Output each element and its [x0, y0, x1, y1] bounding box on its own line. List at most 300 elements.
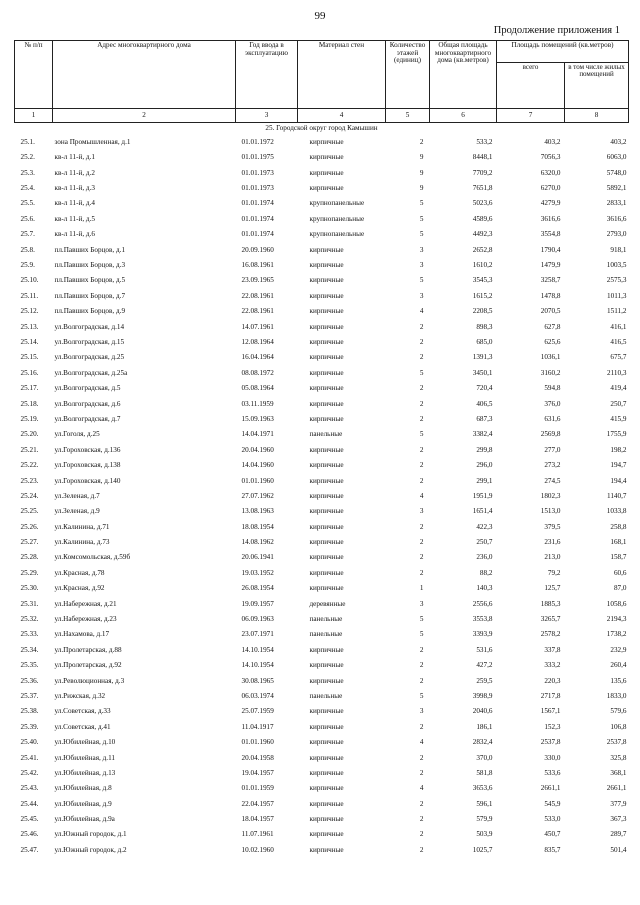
cell-area-all: 379,5 — [544, 522, 561, 531]
table-row — [15, 150, 629, 165]
cell-material: деревянные — [309, 599, 346, 608]
table-row — [15, 797, 629, 812]
cell-year: 14.04.1971 — [241, 430, 274, 439]
cell-total-area: 7709,2 — [472, 168, 493, 177]
cell-area-all: 1885,3 — [540, 599, 561, 608]
cell-material: крупнопанельные — [309, 230, 365, 239]
cell-total-area: 296,0 — [476, 461, 493, 470]
cell-address: кв-л 11-й, д.1 — [54, 153, 95, 162]
cell-year: 20.06.1941 — [241, 553, 274, 562]
cell-address: ул.Нахамова, д.17 — [54, 630, 110, 639]
table-row — [15, 581, 629, 596]
cell-floors: 4 — [419, 491, 424, 500]
cell-floors: 2 — [419, 353, 424, 362]
cell-num: 25.42. — [20, 768, 39, 777]
cell-num: 25.23. — [20, 476, 39, 485]
cell-num: 25.10. — [20, 276, 39, 285]
cell-year: 19.03.1952 — [241, 568, 274, 577]
cell-year: 01.01.1959 — [241, 784, 274, 793]
cell-area-residential: 3616,6 — [606, 214, 627, 223]
cell-floors: 2 — [419, 322, 424, 331]
table-row — [15, 674, 629, 689]
cell-area-all: 1790,4 — [540, 245, 561, 254]
cell-area-residential: 6063,0 — [606, 153, 627, 162]
cell-total-area: 3382,4 — [472, 430, 493, 439]
cell-total-area: 531,6 — [476, 645, 493, 654]
cell-num: 25.14. — [20, 337, 39, 346]
cell-area-residential: 1511,2 — [607, 307, 627, 316]
cell-floors: 2 — [419, 768, 424, 777]
cell-floors: 2 — [419, 799, 424, 808]
cell-address: пл.Павших Борцов, д.5 — [54, 276, 126, 285]
cell-floors: 9 — [419, 153, 424, 162]
cell-material: кирпичные — [309, 815, 344, 824]
cell-material: кирпичные — [309, 153, 344, 162]
cell-area-all: 3160,2 — [540, 368, 561, 377]
cell-num: 25.2. — [20, 153, 35, 162]
cell-material: кирпичные — [309, 507, 344, 516]
cell-area-residential: 2833,1 — [606, 199, 627, 208]
cell-material: кирпичные — [309, 830, 344, 839]
col-number: 8 — [565, 109, 629, 123]
cell-area-residential: 368,1 — [610, 768, 627, 777]
cell-area-residential: 289,7 — [610, 830, 627, 839]
cell-year: 16.04.1964 — [241, 353, 274, 362]
cell-floors: 2 — [419, 753, 424, 762]
cell-address: ул.Калинина, д.73 — [54, 538, 110, 547]
table-row — [15, 535, 629, 550]
cell-num: 25.34. — [20, 645, 39, 654]
cell-num: 25.8. — [20, 245, 35, 254]
cell-area-all: 1802,3 — [540, 491, 561, 500]
continuation-label: Продолжение приложения 1 — [493, 25, 620, 36]
cell-address: кв-л 11-й, д.3 — [54, 184, 95, 193]
table-row — [15, 412, 629, 427]
cell-area-residential: 194,7 — [610, 461, 627, 470]
table-row — [15, 274, 629, 289]
cell-floors: 2 — [419, 645, 424, 654]
cell-floors: 5 — [419, 368, 424, 377]
cell-total-area: 370,0 — [476, 753, 493, 762]
cell-num: 25.9. — [20, 261, 35, 270]
cell-floors: 3 — [419, 245, 424, 254]
cell-area-all: 337,8 — [544, 645, 561, 654]
cell-area-all: 79,2 — [547, 568, 561, 577]
cell-area-residential: 579,6 — [610, 707, 627, 716]
cell-area-residential: 2194,3 — [606, 615, 627, 624]
cell-year: 01.01.1973 — [241, 168, 274, 177]
cell-year: 18.04.1957 — [241, 815, 274, 824]
cell-area-all: 631,6 — [544, 414, 561, 423]
cell-num: 25.17. — [20, 384, 39, 393]
cell-address: ул.Южный городок, д.2 — [54, 845, 127, 854]
cell-total-area: 140,3 — [476, 584, 493, 593]
cell-material: кирпичные — [309, 261, 344, 270]
cell-total-area: 236,0 — [476, 553, 493, 562]
cell-area-residential: 367,3 — [610, 815, 627, 824]
cell-area-residential: 1140,7 — [607, 491, 627, 500]
cell-address: ул.Зеленая, д.9 — [54, 507, 100, 516]
cell-num: 25.16. — [20, 368, 39, 377]
cell-year: 01.01.1973 — [241, 184, 274, 193]
cell-address: пл.Павших Борцов, д.7 — [54, 291, 126, 300]
table-row — [15, 751, 629, 766]
cell-num: 25.3. — [20, 168, 35, 177]
cell-area-all: 220,3 — [544, 676, 561, 685]
cell-area-residential: 2575,3 — [606, 276, 627, 285]
table-row — [15, 427, 629, 442]
cell-address: ул.Рижская, д.32 — [54, 691, 106, 700]
cell-area-all: 2569,8 — [540, 430, 561, 439]
cell-num: 25.24. — [20, 491, 39, 500]
cell-material: кирпичные — [309, 337, 344, 346]
header-all: всего — [497, 63, 565, 109]
cell-address: ул.Калинина, д.71 — [54, 522, 110, 531]
cell-area-all: 3258,7 — [540, 276, 561, 285]
cell-area-all: 3265,7 — [540, 615, 561, 624]
cell-year: 14.04.1960 — [241, 461, 274, 470]
cell-total-area: 427,2 — [476, 661, 493, 670]
header-address: Адрес многоквартирного дома — [53, 41, 236, 109]
cell-address: ул.Пролетарская, д.88 — [54, 645, 122, 654]
cell-num: 25.30. — [20, 584, 39, 593]
cell-total-area: 259,5 — [476, 676, 493, 685]
cell-address: кв-л 11-й, д.4 — [54, 199, 95, 208]
cell-address: ул.Гоголя, д.25 — [54, 430, 100, 439]
cell-floors: 5 — [419, 230, 424, 239]
cell-area-residential: 1003,5 — [606, 261, 627, 270]
cell-address: ул.Гороховская, д.140 — [54, 476, 121, 485]
cell-floors: 2 — [419, 568, 424, 577]
cell-year: 01.01.1974 — [241, 214, 274, 223]
cell-address: ул.Юбилейная, д.9а — [54, 815, 115, 824]
cell-floors: 2 — [419, 337, 424, 346]
cell-area-all: 1513,0 — [540, 507, 561, 516]
cell-address: ул.Южный городок, д.1 — [54, 830, 127, 839]
cell-num: 25.5. — [20, 199, 35, 208]
table-row — [15, 658, 629, 673]
cell-address: ул.Юбилейная, д.9 — [54, 799, 112, 808]
cell-year: 01.01.1972 — [241, 137, 274, 146]
cell-year: 26.08.1954 — [241, 584, 274, 593]
cell-year: 06.03.1974 — [241, 691, 274, 700]
cell-year: 15.09.1963 — [241, 414, 274, 423]
cell-material: кирпичные — [309, 414, 344, 423]
cell-area-residential: 5892,1 — [606, 184, 627, 193]
cell-address: ул.Набережная, д.23 — [54, 615, 117, 624]
cell-year: 25.07.1959 — [241, 707, 274, 716]
cell-material: кирпичные — [309, 784, 344, 793]
cell-total-area: 3545,3 — [472, 276, 493, 285]
cell-total-area: 3998,9 — [472, 691, 493, 700]
cell-address: ул.Набережная, д.21 — [54, 599, 117, 608]
table-row — [15, 643, 629, 658]
cell-num: 25.27. — [20, 538, 39, 547]
cell-num: 25.31. — [20, 599, 39, 608]
cell-num: 25.45. — [20, 815, 39, 824]
header-num: № п/п — [15, 41, 53, 109]
cell-year: 11.04.1917 — [241, 722, 274, 731]
cell-area-all: 2070,5 — [540, 307, 561, 316]
cell-num: 25.19. — [20, 414, 39, 423]
table-row — [15, 335, 629, 350]
cell-total-area: 503,9 — [476, 830, 493, 839]
cell-area-all: 273,2 — [544, 461, 561, 470]
cell-total-area: 3393,9 — [472, 630, 493, 639]
cell-num: 25.28. — [20, 553, 39, 562]
table-row — [15, 766, 629, 781]
cell-material: кирпичные — [309, 538, 344, 547]
cell-floors: 2 — [419, 461, 424, 470]
table-row — [15, 504, 629, 519]
table-row — [15, 843, 629, 858]
cell-area-all: 533,6 — [544, 768, 561, 777]
col-number: 2 — [53, 109, 236, 123]
cell-area-all: 1479,9 — [540, 261, 561, 270]
header-premises: Площадь помещений (кв.метров) — [497, 41, 629, 63]
cell-year: 19.09.1957 — [241, 599, 274, 608]
table-row — [15, 443, 629, 458]
cell-area-all: 333,2 — [544, 661, 561, 670]
cell-num: 25.41. — [20, 753, 39, 762]
cell-area-residential: 1033,8 — [606, 507, 627, 516]
cell-area-all: 835,7 — [544, 845, 561, 854]
cell-material: панельные — [309, 691, 343, 700]
cell-area-residential: 5748,0 — [606, 168, 627, 177]
cell-address: ул.Волгоградская, д.25а — [54, 368, 128, 377]
cell-total-area: 299,8 — [476, 445, 493, 454]
header-floors: Количество этажей (единиц) — [386, 41, 430, 109]
table-row — [15, 212, 629, 227]
cell-area-all: 594,8 — [544, 384, 561, 393]
cell-total-area: 299,1 — [476, 476, 493, 485]
table-row — [15, 258, 629, 273]
cell-total-area: 1951,9 — [472, 491, 493, 500]
cell-material: кирпичные — [309, 768, 344, 777]
cell-total-area: 7651,8 — [472, 184, 493, 193]
cell-area-all: 1478,8 — [540, 291, 561, 300]
table-row — [15, 135, 629, 150]
table-header — [15, 41, 629, 109]
cell-num: 25.40. — [20, 738, 39, 747]
cell-material: кирпичные — [309, 476, 344, 485]
cell-address: ул.Юбилейная, д.10 — [54, 738, 116, 747]
cell-address: ул.Гороховская, д.136 — [54, 445, 121, 454]
table-row — [15, 628, 629, 643]
table-row — [15, 197, 629, 212]
cell-total-area: 2040,6 — [472, 707, 493, 716]
cell-floors: 2 — [419, 476, 424, 485]
cell-material: кирпичные — [309, 753, 344, 762]
cell-area-residential: 2661,1 — [606, 784, 627, 793]
table-row — [15, 166, 629, 181]
cell-material: кирпичные — [309, 184, 344, 193]
cell-total-area: 2652,8 — [472, 245, 493, 254]
table-row — [15, 474, 629, 489]
cell-num: 25.47. — [20, 845, 39, 854]
header-year: Год ввода в эксплуатацию — [236, 41, 298, 109]
cell-address: ул.Пролетарская, д.92 — [54, 661, 122, 670]
cell-num: 25.36. — [20, 676, 39, 685]
table-row — [15, 597, 629, 612]
cell-address: ул.Красная, д.92 — [54, 584, 105, 593]
cell-area-residential: 60,6 — [613, 568, 627, 577]
cell-area-all: 376,0 — [544, 399, 561, 408]
cell-num: 25.20. — [20, 430, 39, 439]
cell-floors: 2 — [419, 830, 424, 839]
cell-address: ул.Волгоградская, д.14 — [54, 322, 125, 331]
table-row — [15, 289, 629, 304]
cell-year: 22.08.1961 — [241, 291, 274, 300]
cell-area-residential: 501,4 — [610, 845, 627, 854]
cell-floors: 5 — [419, 199, 424, 208]
cell-area-residential: 918,1 — [610, 245, 627, 254]
cell-num: 25.44. — [20, 799, 39, 808]
cell-material: кирпичные — [309, 384, 344, 393]
cell-address: ул.Юбилейная, д.11 — [54, 753, 115, 762]
cell-num: 25.6. — [20, 214, 35, 223]
cell-year: 01.01.1960 — [241, 738, 274, 747]
cell-total-area: 685,0 — [476, 337, 493, 346]
cell-material: кирпичные — [309, 137, 344, 146]
cell-num: 25.7. — [20, 230, 35, 239]
cell-floors: 2 — [419, 414, 424, 423]
cell-total-area: 88,2 — [479, 568, 493, 577]
table-row — [15, 735, 629, 750]
cell-year: 14.07.1961 — [241, 322, 274, 331]
cell-area-residential: 403,2 — [610, 137, 627, 146]
cell-year: 22.04.1957 — [241, 799, 274, 808]
table-row — [15, 812, 629, 827]
cell-total-area: 1615,2 — [472, 291, 493, 300]
cell-material: панельные — [309, 430, 343, 439]
cell-address: ул.Советская, д.41 — [54, 722, 111, 731]
cell-year: 01.01.1960 — [241, 476, 274, 485]
cell-address: ул.Комсомольская, д.59б — [54, 553, 131, 562]
cell-area-all: 6270,0 — [540, 184, 561, 193]
cell-year: 20.04.1960 — [241, 445, 274, 454]
cell-total-area: 422,3 — [476, 522, 493, 531]
cell-total-area: 5023,6 — [472, 199, 493, 208]
cell-address: зона Промышленная, д.1 — [54, 137, 131, 146]
cell-address: ул.Волгоградская, д.7 — [54, 414, 121, 423]
cell-area-all: 3616,6 — [540, 214, 561, 223]
table-row — [15, 720, 629, 735]
cell-total-area: 1391,3 — [472, 353, 493, 362]
cell-total-area: 720,4 — [476, 384, 493, 393]
cell-material: кирпичные — [309, 168, 344, 177]
table-row — [15, 828, 629, 843]
cell-total-area: 186,1 — [476, 722, 493, 731]
table-row — [15, 320, 629, 335]
cell-year: 14.10.1954 — [241, 645, 274, 654]
cell-num: 25.11. — [20, 291, 39, 300]
cell-area-residential: 1058,6 — [606, 599, 627, 608]
table-row — [15, 689, 629, 704]
cell-area-residential: 168,1 — [610, 538, 627, 547]
cell-area-residential: 258,8 — [610, 522, 627, 531]
cell-year: 11.07.1961 — [241, 830, 274, 839]
cell-area-all: 6320,0 — [540, 168, 561, 177]
cell-material: панельные — [309, 615, 343, 624]
cell-year: 08.08.1972 — [241, 368, 274, 377]
cell-material: кирпичные — [309, 307, 344, 316]
cell-year: 14.10.1954 — [241, 661, 274, 670]
cell-total-area: 3553,8 — [472, 615, 493, 624]
cell-total-area: 596,1 — [476, 799, 493, 808]
cell-material: кирпичные — [309, 845, 344, 854]
cell-area-residential: 325,8 — [610, 753, 627, 762]
cell-area-residential: 106,8 — [610, 722, 627, 731]
cell-floors: 2 — [419, 661, 424, 670]
cell-year: 27.07.1962 — [241, 491, 274, 500]
table-row — [15, 489, 629, 504]
cell-num: 25.26. — [20, 522, 39, 531]
cell-area-all: 274,5 — [544, 476, 561, 485]
cell-material: кирпичные — [309, 445, 344, 454]
cell-area-all: 403,2 — [544, 137, 561, 146]
table-row — [15, 304, 629, 319]
cell-total-area: 250,7 — [476, 538, 493, 547]
cell-area-all: 533,0 — [544, 815, 561, 824]
cell-floors: 5 — [419, 214, 424, 223]
cell-material: крупнопанельные — [309, 199, 365, 208]
cell-area-residential: 135,6 — [610, 676, 627, 685]
cell-area-all: 4279,9 — [540, 199, 561, 208]
cell-area-residential: 415,9 — [610, 414, 627, 423]
cell-address: ул.Волгоградская, д.15 — [54, 337, 125, 346]
cell-floors: 2 — [419, 445, 424, 454]
cell-total-area: 3653,6 — [472, 784, 493, 793]
cell-num: 25.1. — [20, 137, 35, 146]
cell-year: 22.08.1961 — [241, 307, 274, 316]
cell-total-area: 1651,4 — [472, 507, 493, 516]
cell-area-residential: 1833,0 — [606, 691, 627, 700]
cell-area-residential: 377,9 — [610, 799, 627, 808]
cell-num: 25.33. — [20, 630, 39, 639]
cell-total-area: 898,3 — [476, 322, 493, 331]
cell-num: 25.39. — [20, 722, 39, 731]
cell-area-all: 545,9 — [544, 799, 561, 808]
cell-area-all: 231,6 — [544, 538, 561, 547]
cell-total-area: 8448,1 — [472, 153, 493, 162]
cell-material: панельные — [309, 630, 343, 639]
cell-material: кирпичные — [309, 491, 344, 500]
cell-address: пл.Павших Борцов, д.1 — [54, 245, 126, 254]
table-row — [15, 520, 629, 535]
cell-num: 25.4. — [20, 184, 35, 193]
cell-year: 05.08.1964 — [241, 384, 274, 393]
cell-year: 13.08.1963 — [241, 507, 274, 516]
column-numbers — [15, 109, 629, 136]
cell-floors: 9 — [419, 168, 424, 177]
cell-floors: 5 — [419, 276, 424, 285]
cell-area-all: 2717,8 — [540, 691, 561, 700]
cell-address: кв-л 11-й, д.6 — [54, 230, 95, 239]
cell-material: кирпичные — [309, 322, 344, 331]
cell-year: 20.04.1958 — [241, 753, 274, 762]
cell-year: 03.11.1959 — [241, 399, 274, 408]
cell-num: 25.25. — [20, 507, 39, 516]
cell-year: 06.09.1963 — [241, 615, 274, 624]
table-row — [15, 566, 629, 581]
cell-area-all: 2661,1 — [540, 784, 561, 793]
cell-address: ул.Гороховская, д.138 — [54, 461, 121, 470]
cell-material: кирпичные — [309, 661, 344, 670]
cell-area-all: 152,3 — [544, 722, 561, 731]
cell-area-residential: 675,7 — [610, 353, 627, 362]
cell-total-area: 406,5 — [476, 399, 493, 408]
